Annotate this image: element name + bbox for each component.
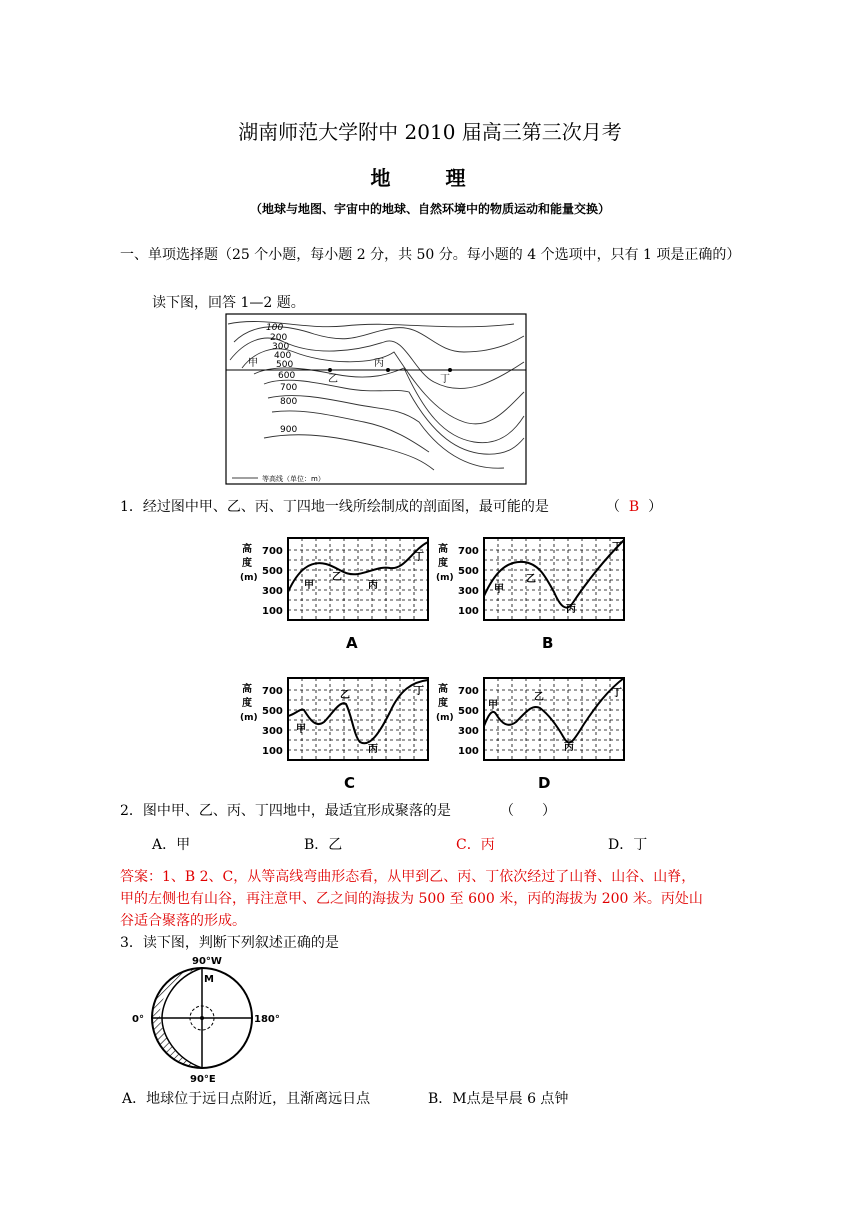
place-label: 乙 bbox=[340, 690, 350, 701]
q1-answer-bracket bbox=[606, 496, 686, 518]
label-90w: 90°W bbox=[192, 956, 222, 967]
contour-label: 800 bbox=[280, 397, 298, 407]
ytick: 300 bbox=[458, 726, 479, 737]
svg-text:度: 度 bbox=[438, 558, 448, 569]
scope-subtitle: （地球与地图、宇宙中的地球、自然环境中的物质运动和能量交换） bbox=[249, 202, 610, 216]
answer-line-1: 答案：1、B 2、C，从等高线弯曲形态看，从甲到乙、丙、丁依次经过了山脊、山谷、山脊， bbox=[120, 869, 696, 885]
ytick: 700 bbox=[262, 546, 283, 557]
contour-label: 200 bbox=[270, 333, 288, 343]
ytick: 300 bbox=[262, 726, 283, 737]
contour-label: 100 bbox=[266, 323, 284, 333]
q1-answer: B bbox=[628, 499, 640, 515]
profile-panel-a bbox=[240, 530, 440, 658]
svg-text:(m): (m) bbox=[436, 573, 454, 583]
intro-text: 读下图，回答 1—2 题。 bbox=[152, 295, 305, 311]
profile-panel-c bbox=[240, 670, 440, 798]
panel-label: A bbox=[346, 634, 358, 652]
ytick: 500 bbox=[458, 566, 479, 577]
panel-label: D bbox=[538, 774, 551, 792]
q2-option-b: B．乙 bbox=[304, 837, 343, 853]
panel-label: C bbox=[344, 774, 356, 792]
place-label: 乙 bbox=[332, 572, 342, 583]
q2-option-d: D．丁 bbox=[608, 837, 648, 853]
place-label: 甲 bbox=[304, 580, 314, 591]
contour-label: 400 bbox=[274, 351, 292, 361]
svg-text:高: 高 bbox=[438, 684, 448, 695]
contour-map bbox=[224, 312, 528, 486]
point-label-ding: 丁 bbox=[440, 374, 450, 385]
ytick: 100 bbox=[458, 606, 479, 617]
svg-text:度: 度 bbox=[242, 698, 252, 709]
ytick: 700 bbox=[262, 686, 283, 697]
ytick: 700 bbox=[458, 546, 479, 557]
ytick: 700 bbox=[458, 686, 479, 697]
ytick: 100 bbox=[458, 746, 479, 757]
svg-text:度: 度 bbox=[242, 558, 252, 569]
svg-text:度: 度 bbox=[438, 698, 448, 709]
ytick: 300 bbox=[262, 586, 283, 597]
q1-stem: 1．经过图中甲、乙、丙、丁四地一线所绘制成的剖面图，最可能的是 bbox=[120, 499, 549, 515]
svg-text:高: 高 bbox=[438, 544, 448, 555]
contour-label: 600 bbox=[278, 371, 296, 381]
place-label: 丁 bbox=[612, 542, 622, 553]
q2-stem: 2．图中甲、乙、丙、丁四地中，最适宜形成聚落的是 bbox=[120, 803, 451, 819]
q1-paren-close: ） bbox=[648, 499, 663, 515]
point-label-bing: 丙 bbox=[374, 358, 384, 369]
q2-option-c: C．丙 bbox=[456, 837, 495, 853]
label-90e: 90°E bbox=[190, 1074, 216, 1085]
svg-text:(m): (m) bbox=[240, 713, 258, 723]
q3-option-a: A．地球位于远日点附近，且渐离远日点 bbox=[122, 1091, 371, 1107]
q2-paren: （ ） bbox=[500, 803, 556, 819]
page-title: 湖南师范大学附中 2010 届高三第三次月考 bbox=[238, 120, 622, 144]
place-label: 丁 bbox=[414, 552, 424, 563]
label-m: M bbox=[204, 974, 214, 985]
ytick: 100 bbox=[262, 746, 283, 757]
place-label: 丙 bbox=[368, 580, 378, 591]
place-label: 丙 bbox=[566, 604, 576, 615]
ytick: 500 bbox=[262, 706, 283, 717]
ytick: 500 bbox=[262, 566, 283, 577]
place-label: 丁 bbox=[414, 686, 424, 697]
svg-text:高: 高 bbox=[242, 544, 252, 555]
point-label-jia: 甲 bbox=[248, 358, 258, 369]
ytick: 100 bbox=[262, 606, 283, 617]
contour-label: 300 bbox=[272, 342, 290, 352]
q2-option-a: A．甲 bbox=[152, 837, 191, 853]
place-label: 丙 bbox=[368, 744, 378, 755]
place-label: 甲 bbox=[488, 700, 498, 711]
subject-title: 地 理 bbox=[370, 166, 490, 190]
place-label: 乙 bbox=[526, 574, 536, 585]
q3-option-b: B．M点是早晨 6 点钟 bbox=[428, 1091, 569, 1107]
label-180: 180° bbox=[254, 1014, 280, 1025]
contour-label: 500 bbox=[276, 360, 294, 370]
q1-paren-open: （ bbox=[606, 499, 620, 515]
profile-panel-d bbox=[436, 670, 636, 798]
place-label: 乙 bbox=[534, 692, 544, 703]
point-label-yi: 乙 bbox=[328, 374, 338, 385]
contour-label: 700 bbox=[280, 383, 298, 393]
svg-text:(m): (m) bbox=[436, 713, 454, 723]
svg-text:(m): (m) bbox=[240, 573, 258, 583]
svg-text:高: 高 bbox=[242, 684, 252, 695]
place-label: 丁 bbox=[612, 688, 622, 699]
map-legend: 等高线（单位：m） bbox=[262, 475, 325, 483]
answer-line-3: 谷适合聚落的形成。 bbox=[120, 913, 246, 929]
ytick: 500 bbox=[458, 706, 479, 717]
contour-label: 900 bbox=[280, 425, 298, 435]
q3-stem: 3．读下图，判断下列叙述正确的是 bbox=[120, 935, 339, 951]
place-label: 甲 bbox=[494, 584, 504, 595]
ytick: 300 bbox=[458, 586, 479, 597]
label-0: 0° bbox=[132, 1014, 144, 1025]
earth-illumination-diagram bbox=[130, 954, 290, 1086]
profile-panel-b bbox=[436, 530, 636, 658]
answer-line-2: 甲的左侧也有山谷，再注意甲、乙之间的海拔为 500 至 600 米，丙的海拔为 200 米。丙处山 bbox=[120, 891, 703, 907]
section-heading: 一、单项选择题（25 个小题，每小题 2 分，共 50 分。每小题的 4 个选项中，只有 1 项是正确的） bbox=[120, 247, 741, 263]
panel-label: B bbox=[542, 634, 554, 652]
place-label: 甲 bbox=[296, 724, 306, 735]
place-label: 丙 bbox=[564, 742, 574, 753]
